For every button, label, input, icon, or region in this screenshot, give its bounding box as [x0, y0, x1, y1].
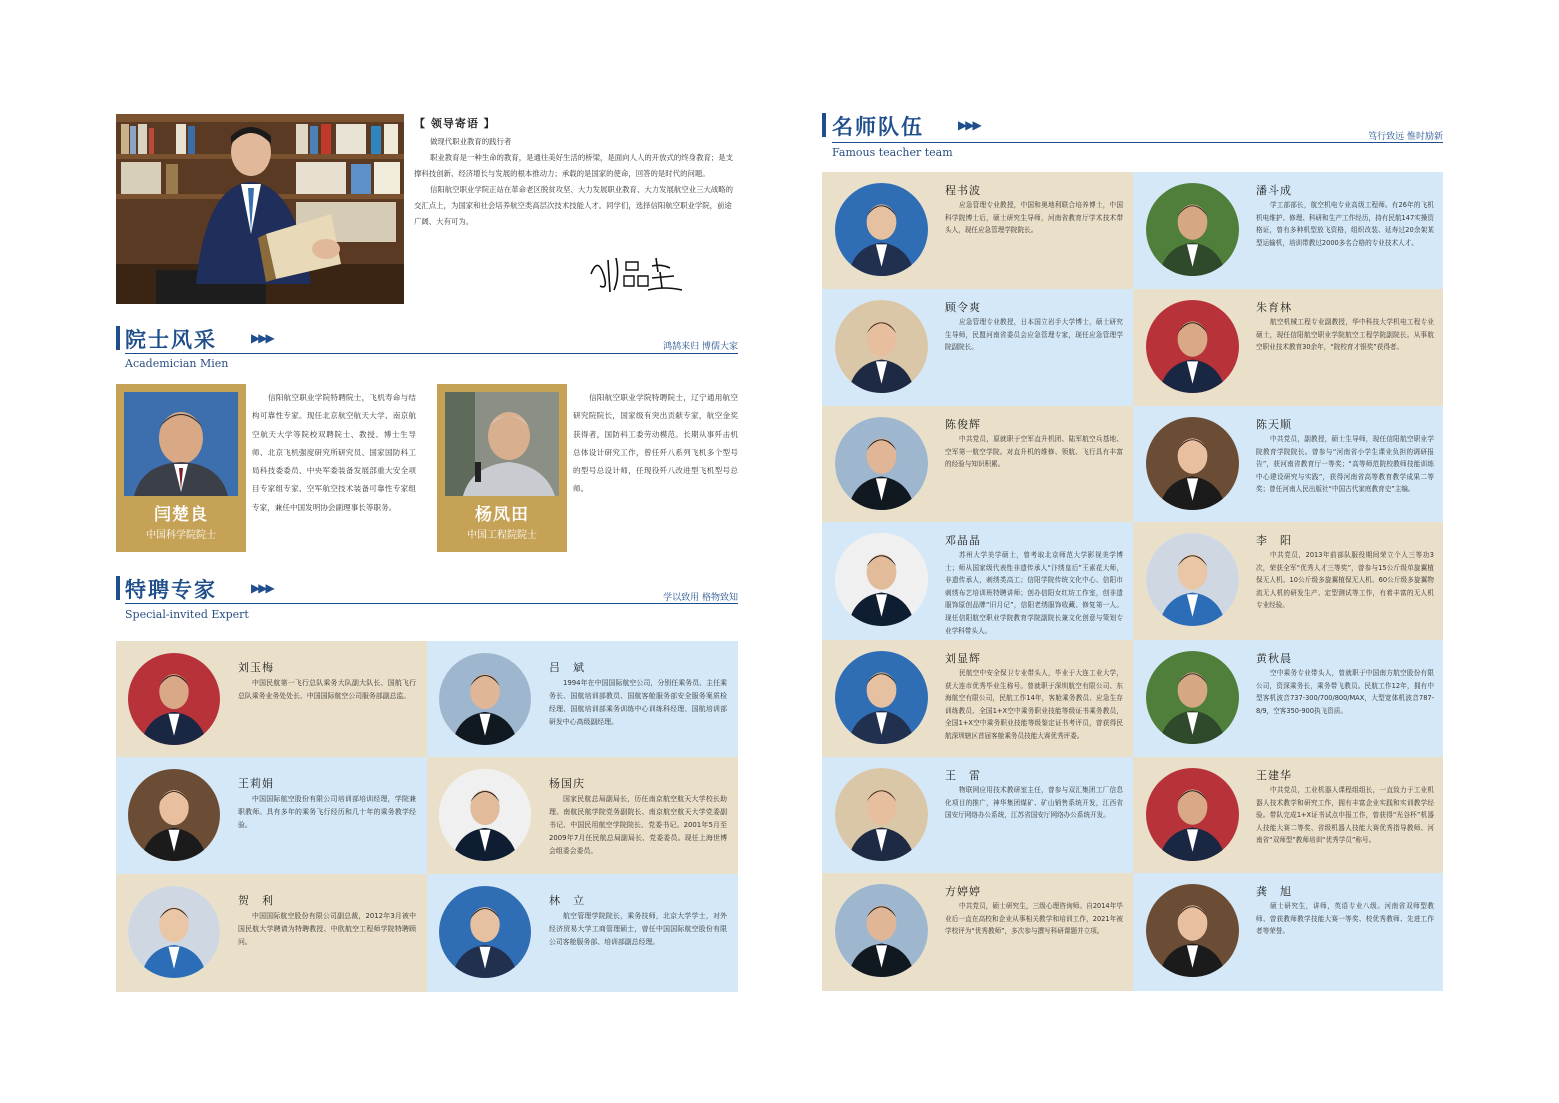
person-desc: 物联网应用技术教研室主任，曾参与双汇集团工厂信息化项目的推广，神华集团煤矿、矿山销售系统开发，江西省国安厅网络办公系统，江苏省国安厅网络办公系统开发。 — [945, 786, 1123, 820]
section-divider — [125, 603, 738, 604]
person-name: 王 雷 — [945, 769, 981, 782]
person-desc: 应急管理专业教授，中国和奥地利联合培养博士，中国科学院博士后，硕士研究生导师，河南省教育厅学术技术带头人，现任应急管理学院院长。 — [945, 201, 1123, 235]
portrait-photo — [128, 886, 220, 978]
experts-english: Special-invited Expert — [125, 608, 249, 621]
academicians-title: 院士风采 — [125, 328, 217, 352]
person-name: 林 立 — [549, 894, 585, 907]
expert-card — [116, 874, 427, 992]
person-name: 龚 旭 — [1256, 885, 1292, 898]
person-name: 朱育林 — [1256, 301, 1292, 314]
portrait-photo — [835, 533, 928, 626]
experts-slogan: 学以致用 格物致知 — [663, 593, 738, 603]
person-desc: 航空机械工程专业副教授，华中科技大学机电工程专业硕士，现任信阳航空职业学院航空工程学院副院长。从事航空职业技术教育30余年，“院校育才银奖”获得者。 — [1256, 318, 1434, 352]
teacher-card — [822, 757, 1133, 873]
teacher-card — [822, 406, 1133, 522]
portrait-photo — [439, 886, 531, 978]
person-desc: 中国民航第一飞行总队乘务大队副大队长、国航飞行总队乘务业务处处长、中国国际航空公司服务部副总监。 — [238, 679, 416, 701]
person-name: 方婷婷 — [945, 885, 981, 898]
section-bar — [116, 326, 120, 350]
portrait-photo — [835, 651, 928, 744]
person-desc: 航空管理学院院长，乘务技师，北京大学学士，对外经济贸易大学工商管理硕士，曾任中国国际航空股份有限公司客舱服务部、培训部副总经理。 — [549, 912, 727, 947]
leader-heading: 【 领导寄语 】 — [414, 117, 496, 130]
leader-signature — [586, 246, 686, 302]
academician-desc: 信阳航空职业学院特聘院士，飞机寿命与结构可靠性专家。现任北京航空航天大学、南京航空航天大学等院校双聘院士、教授、博士生导师、北京飞机强度研究所研究员、国家国防科工局科技委委员、中央军委装备发展部重大安全项目专家组专家、空军航空技术装备可靠性专家组专家，兼任中国发明协会副理事长等职务。 — [252, 393, 416, 512]
portrait-photo — [1146, 533, 1239, 626]
person-desc: 中共党员，硕士研究生，三级心理咨询师。自2014年毕业后一直在高校和企业从事相关教学和培训工作，2021年被学校评为“优秀教师”，多次参与撰写科研课题并立项。 — [945, 902, 1123, 936]
arrows-icon: ▶▶▶ — [251, 331, 273, 345]
section-bar — [116, 576, 120, 600]
arrows-icon: ▶▶▶ — [958, 118, 980, 132]
teacher-card — [1133, 522, 1443, 640]
person-desc: 中共党员，2013年前部队服役期间荣立个人三等功3次，荣获全军“优秀人才三等奖”，曾参与15公斤级单旋翼植保无人机、10公斤级多旋翼植保无人机、60公斤级多旋翼物流无人机的研发生产、定型测试等工作，有着丰富的无人机专业经验。 — [1256, 551, 1434, 610]
leader-photo — [116, 114, 404, 304]
portrait-photo — [1146, 651, 1239, 744]
person-name: 李 阳 — [1256, 534, 1292, 547]
person-name: 潘斗成 — [1256, 184, 1292, 197]
academician-title: 中国工程院院士 — [467, 530, 537, 541]
person-name: 邓晶晶 — [945, 534, 981, 547]
person-desc: 国家民航总局副局长，历任南京航空航天大学校长助理、南航民航学院党务副院长、南京航空航天大学党委副书记、中国民用航空学院院长、党委书记。2001年5月至2009年7月任民航总局副局长、党委委员。现任上海世博会组委会委员。 — [549, 795, 727, 856]
leader-paragraph: 职业教育是一种生命的教育，是通往美好生活的桥梁，是面向人人的开放式的终身教育；是支撑科技创新、经济增长与发展的根本推动力；承载的是国家的使命，回答的是时代的问题。 — [414, 153, 734, 178]
person-desc: 中国国际航空股份有限公司副总裁，2012年3月被中国民航大学聘请为特聘教授、中欧航空工程师学院特聘顾问。 — [238, 912, 416, 947]
portrait-photo — [1146, 417, 1239, 510]
portrait-photo — [1146, 884, 1239, 977]
person-name: 程书波 — [945, 184, 981, 197]
leader-paragraph: 信阳航空职业学院正站在革命老区脱贫攻坚、大力发展职业教育、大力发展航空业三大战略的交汇点上，为国家和社会培养航空类高层次技术技能人才。同学们，选择信阳航空职业学院，前途广阔、大有可为。 — [414, 185, 734, 226]
person-desc: 应急管理专业教授，日本国立岩手大学博士，硕士研究生导师，民盟河南省委员会应急管理专家，现任应急管理学院副院长。 — [945, 318, 1123, 352]
teacher-card — [822, 172, 1133, 289]
arrows-icon: ▶▶▶ — [251, 581, 273, 595]
person-name: 刘显辉 — [945, 652, 981, 665]
academician-photo — [124, 392, 238, 496]
person-desc: 中国国际航空股份有限公司培训部培训经理，学院兼职教师。具有多年的乘务飞行经历和几十年的乘务教学经验。 — [238, 795, 416, 830]
academician-title: 中国科学院院士 — [146, 530, 216, 541]
person-desc: 1994年在中国国际航空公司，分别任乘务员、主任乘务长、国航培训部教员、国航客舱服务部安全服务案质检经理、国航培训部乘务训练中心训练科经理、国航培训部研发中心高级副经理。 — [549, 679, 727, 727]
portrait-photo — [835, 884, 928, 977]
person-name: 顾令爽 — [945, 301, 981, 314]
expert-card — [116, 757, 427, 874]
person-name: 杨国庆 — [549, 777, 585, 790]
person-name: 陈俊辉 — [945, 418, 981, 431]
portrait-photo — [1146, 300, 1239, 393]
academician-name: 杨凤田 — [475, 505, 529, 525]
portrait-photo — [835, 768, 928, 861]
academician-card — [116, 384, 246, 552]
portrait-photo — [439, 653, 531, 745]
teacher-card — [1133, 640, 1443, 757]
leader-paragraph: 做现代职业教育的践行者 — [430, 137, 512, 146]
teacher-card — [1133, 873, 1443, 991]
expert-card — [427, 641, 738, 757]
person-name: 刘玉梅 — [238, 661, 274, 674]
academician-photo — [445, 392, 559, 496]
portrait-photo — [128, 653, 220, 745]
academician-name: 闫楚良 — [154, 505, 208, 525]
teacher-card — [1133, 406, 1443, 522]
experts-title: 特聘专家 — [125, 578, 217, 602]
teacher-card — [822, 522, 1133, 640]
academician-desc: 信阳航空职业学院特聘院士，辽宁通用航空研究院院长，国家级有突出贡献专家，航空金奖获得者，国防科工委劳动模范。长期从事歼击机总体设计研究工作，曾任歼八系列飞机多个型号的型号总设计师，任现役歼八改进型飞机型号总师。 — [573, 393, 738, 494]
academician-card — [437, 384, 567, 552]
person-desc: 空中乘务专业带头人，曾就职于中国南方航空股份有限公司，资深乘务长，乘务带飞教员。民航工作12年，拥有中型客机波音737-300/700/800/MAX，大型宽体机波音787-8/9，空客350-900执飞资质。 — [1256, 669, 1434, 715]
person-desc: 民航空中安全保卫专业带头人，毕业于大连工业大学，获大连市优秀毕业生称号。曾就职于深圳航空有限公司、东海航空有限公司，民航工作14年，客舱乘务教员、应急生存训练教员、全国1+X空中乘务职业技能等级证书乘务教员，全国1+X空中乘务职业技能等级鉴定证书考评员，曾获得民航深圳辖区首届客舱乘务员技能大赛优秀评委。 — [945, 669, 1123, 740]
person-name: 吕 斌 — [549, 661, 585, 674]
portrait-photo — [1146, 768, 1239, 861]
person-desc: 硕士研究生，讲师，英语专业八级。河南省双师型教师、曾获教师教学技能大赛一等奖、校优秀教师、先进工作者等荣誉。 — [1256, 902, 1434, 936]
expert-card — [116, 641, 427, 757]
person-desc: 中共党员，原就职于空军直升机团、陆军航空兵基地、空军第一航空学院。对直升机的维修、领航、飞行具有丰富的经验与知识积累。 — [945, 435, 1123, 469]
person-desc: 学工部部长，航空机电专业高级工程师。有26年的飞机机电维护、修理、科研和生产工作经历，持有民航147实操资格证，曾有多种机型放飞资格，组织改装、延寿过20余架某型运输机，培训带教过2000多名合格的专业技术人才。 — [1256, 201, 1434, 247]
person-name: 黄秋晨 — [1256, 652, 1292, 665]
teacher-card — [1133, 757, 1443, 873]
person-name: 陈天顺 — [1256, 418, 1292, 431]
person-desc: 中共党员，副教授，硕士生导师，现任信阳航空职业学院教育学院院长。曾参与“河南省小学生课业负担的调研报告”，获河南省教育厅一等奖；“高等师范院校教师技能训练中心建设研究与实践”，获得河南省高等教育教学成果二等奖；曾任河南人民出版社“中国古代家庭教育史”主编。 — [1256, 435, 1434, 494]
leader-message — [414, 116, 739, 230]
person-name: 贺 利 — [238, 894, 274, 907]
person-desc: 苏州大学美学硕士，曾考取北京师范大学影视美学博士；师从国家级代表性非遗传承人“汴绣皇后”王素花大师，非遗传承人，刺绣类高工；信阳学院传统文化中心、信阳市刺绣布艺培训班特聘讲师；创办信阳女红坊工作室，创非遗服饰原创品牌“旧月记”，信阳老绣服饰收藏、修复第一人。现任信阳航空职业学院教育学院副院长兼文化创意与策划专业学科带头人。 — [945, 551, 1123, 635]
expert-card — [427, 874, 738, 992]
person-name: 王建华 — [1256, 769, 1292, 782]
section-bar — [822, 113, 826, 137]
person-desc: 中共党员，工业机器人课程组组长，一直致力于工业机器人技术教学和研究工作，拥有丰富企业实践和实训教学经验。带队完成1+X证书试点申报工作，曾获得“光谷杯”机器人技能大赛二等奖、省级机器人技能大赛优秀指导教师、河南省“双师型”教师培训“优秀学员”称号。 — [1256, 786, 1434, 845]
teacher-card — [1133, 289, 1443, 406]
expert-card — [427, 757, 738, 874]
teacher-card — [822, 289, 1133, 406]
person-name: 王莉娟 — [238, 777, 274, 790]
portrait-photo — [835, 417, 928, 510]
teacher-card — [1133, 172, 1443, 289]
portrait-photo — [439, 769, 531, 861]
teacher-card — [822, 640, 1133, 757]
teachers-slogan: 笃行致远 惟时励新 — [1368, 132, 1443, 142]
academicians-slogan: 鸿鹄来归 博儒大家 — [663, 342, 738, 352]
portrait-photo — [1146, 183, 1239, 276]
teachers-title: 名师队伍 — [832, 115, 924, 139]
teachers-english: Famous teacher team — [832, 146, 953, 159]
portrait-photo — [835, 300, 928, 393]
academicians-english: Academician Mien — [125, 357, 229, 370]
teacher-card — [822, 873, 1133, 991]
section-divider — [832, 142, 1443, 143]
section-divider — [125, 353, 738, 354]
portrait-photo — [128, 769, 220, 861]
portrait-photo — [835, 183, 928, 276]
